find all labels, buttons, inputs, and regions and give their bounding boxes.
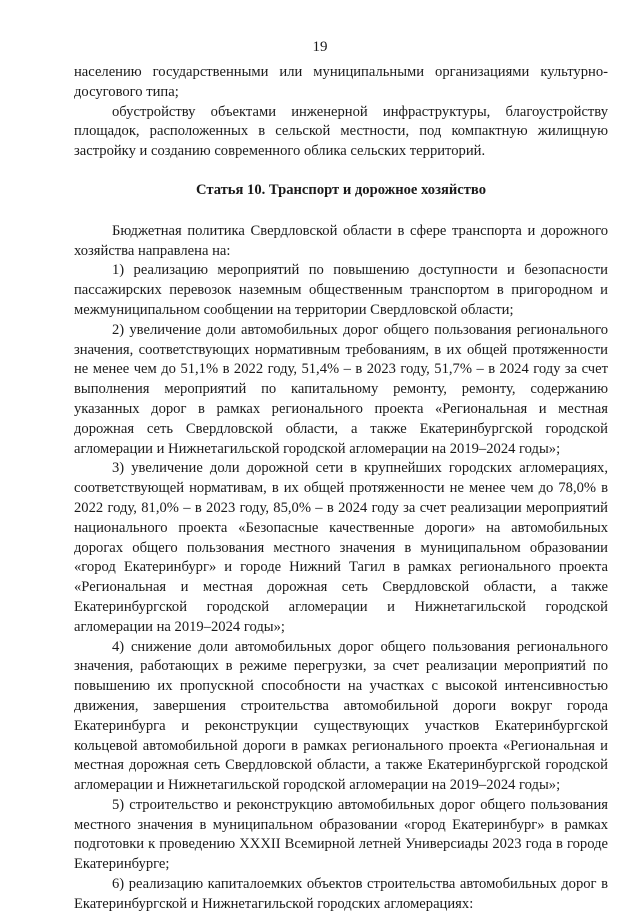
list-item-6: 6) реализацию капиталоемких объектов строительства автомобильных дорог в Екатеринбургской и Нижнетагильской городских агломерациях: [74, 876, 608, 912]
page-content [74, 63, 608, 915]
list-item-3: 3) увеличение доли дорожной сети в крупнейших городских агломерациях, соответствующей нормативам, в их общей протяженности не менее чем до 78,0% в 2022 году, 81,0% – в 2023 году, 85,0% – в 2024 году за счет реализации мероприятий национального проекта «Безопасные качественные дороги» на автомобильных дорогах общего пользования местного значения в муниципальном образовании «город Екатеринбург» и городе Нижний Тагил в рамках регионального проекта «Региональная и местная дорожная сеть Свердловской области, а также Екатеринбургской городской агломерации и Нижнетагильской городской агломерации на 2019–2024 годы»; [74, 460, 608, 635]
paragraph-intro: Бюджетная политика Свердловской области в сфере транспорта и дорожного хозяйства направлена на: [74, 222, 608, 259]
paragraph-infrastructure: обустройству объектами инженерной инфраструктуры, благоустройству площадок, расположенных в сельской местности, под компактную жилищную застройку и созданию современного облика сельских территорий. [74, 103, 608, 160]
list-item-2: 2) увеличение доли автомобильных дорог общего пользования регионального значения, соответствующих нормативным требованиям, в их общей протяженности не менее чем до 51,1% в 2022 году, 51,4% – в 2023 году, 51,7% – в 2024 году за счет выполнения мероприятий по капитальному ремонту, ремонту, содержанию указанных дорог в рамках регионального проекта «Региональная и местная дорожная сеть Свердловской области, а также Екатеринбургской городской агломерации и Нижнетагильской городской агломерации на 2019–2024 годы»; [74, 321, 608, 457]
list-item-1: 1) реализацию мероприятий по повышению доступности и безопасности пассажирских перевозок наземным общественным транспортом в пригородном и межмуниципальном сообщении на территории Свердловской области; [74, 262, 608, 318]
page-number: 19 [312, 39, 328, 55]
paragraph-continuation: населению государственными или муниципальными организациями культурно-досугового типа; [74, 64, 608, 100]
list-item-4: 4) снижение доли автомобильных дорог общего пользования регионального значения, работающих в режиме перегрузки, за счет реализации мероприятий по повышению их пропускной способности на участках с высокой интенсивностью движения, завершения строительства автомобильной дороги вокруг города Екатеринбурга и реконструкции существующих участков Екатеринбургской кольцевой автомобильной дороги в рамках регионального проекта «Региональная и местная дорожная сеть Свердловской области, а также Екатеринбургской городской агломерации и Нижнетагильской городской агломерации на 2019–2024 годы»; [74, 638, 608, 794]
list-item-5: 5) строительство и реконструкцию автомобильных дорог общего пользования местного значения в муниципальном образовании «город Екатеринбург» в рамках подготовки к проведению XXXII Всемирной летней Универсиады 2023 года в городе Екатеринбурге; [74, 796, 608, 873]
article-heading: Статья 10. Транспорт и дорожное хозяйство [196, 181, 486, 198]
